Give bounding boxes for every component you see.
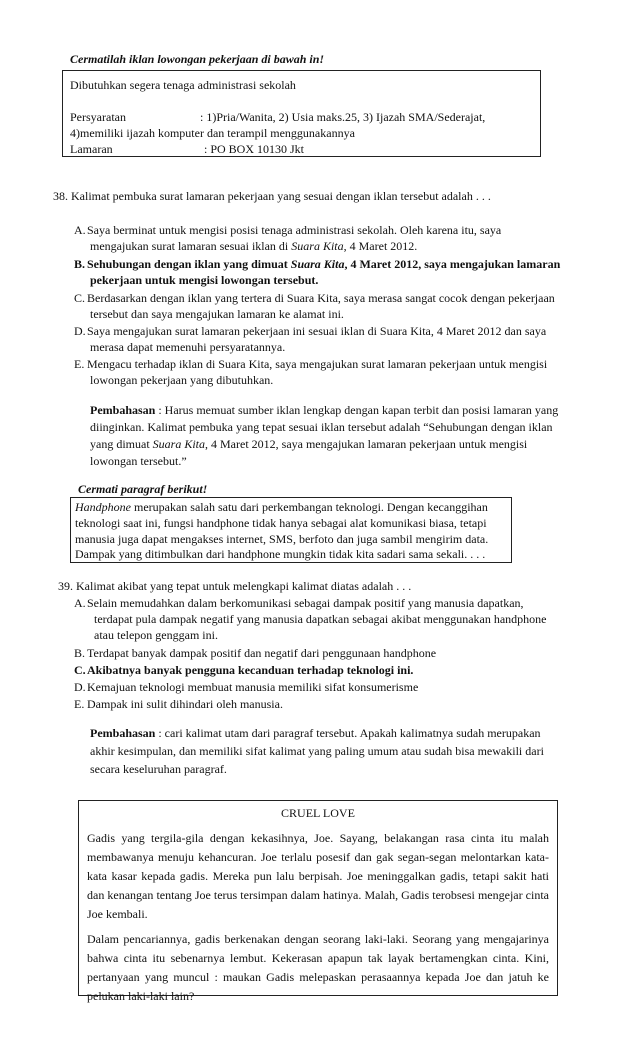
q39-option-c-answer[interactable]: C.Akibatnya banyak pengguna kecanduan terhadap teknologi ini. [74,663,414,677]
q39-option-a[interactable]: A.Selain memudahkan dalam berkomunikasi sebagai dampak positif yang manusia dapatkan, terdapat pula dampak negatif yang manusia dapatkan sebagai akibat menggunakan handphone atau telepon genggam ini. [74,596,547,642]
ad-title: Dibutuhkan segera tenaga administrasi sekolah [70,78,296,92]
q38-option-b-answer[interactable]: B. Sehubungan dengan iklan yang dimuat Suara Kita, 4 Maret 2012, saya mengajukan lamaran pekerjaan untuk mengisi lowongan tersebut. [74,257,561,287]
story-paragraph-1: Gadis yang tergila-gila dengan kekasihnya, Joe. Sayang, belakangan rasa cinta itu malah membawanya menuju kehancuran. Joe terlalu posesif dan gak segan-segan melontarkan kata-kata kasar kepada gadis. Mereka pun lalu berpisah. Joe meninggalkan gadis, tetapi sakit hati dan kenangan tentang Joe terus tersimpan dalam hatinya. Malah, Gadis terobsesi mengejar cinta Joe kembali. [87,831,549,921]
ad-apply-label: Lamaran [70,142,113,156]
paragraph-line-4: Dampak yang ditimbulkan dari handphone mungkin tidak kita sadari sama sekali. . . . [75,547,486,561]
q38-option-e[interactable]: E. Mengacu terhadap iklan di Suara Kita, saya mengajukan surat lamaran pekerjaan untuk mengisi lowongan pekerjaan yang dibutuhkan. [74,357,548,387]
paragraph-line-1: Handphone merupakan salah satu dari perkembangan teknologi. Dengan kecanggihan [75,500,488,514]
q38-discussion: Pembahasan : Harus memuat sumber iklan lengkap dengan kapan terbit dan posisi lamaran yang diinginkan. Kalimat pembuka yang tepat sesuai iklan tersebut adalah “Sehubungan dengan iklan yang dimuat Suara Kita, 4 Maret 2012, saya mengajukan lamaran pekerjaan untuk mengisi lowongan tersebut.” [90,403,559,468]
ad-req-label: Persyaratan [70,110,126,124]
paragraph-box [70,497,512,563]
story-title: CRUEL LOVE [281,806,355,820]
q38-option-c[interactable]: C. Berdasarkan dengan iklan yang tertera di Suara Kita, saya merasa sangat cocok dengan pekerjaan tersebut dan saya mengajukan lamaran ke alamat ini. [74,291,555,321]
q39-option-e[interactable]: E. Dampak ini sulit dihindari oleh manusia. [74,697,283,711]
q39-question: 39. Kalimat akibat yang tepat untuk melengkapi kalimat diatas adalah . . . [58,579,412,593]
q39-option-d[interactable]: D.Kemajuan teknologi membuat manusia memiliki sifat konsumerisme [74,680,419,694]
q39-discussion: Pembahasan : cari kalimat utam dari paragraf tersebut. Apakah kalimatnya sudah merupakan akhir kesimpulan, dan memiliki sifat kalimat yang paling umum atau sudah bisa mewakili dari secara keseluruhan paragraf. [90,726,544,776]
section2-instruction: Cermati paragraf berikut! [78,482,208,496]
q38-option-d[interactable]: D.Saya mengajukan surat lamaran pekerjaan ini sesuai iklan di Suara Kita, 4 Maret 2012 dan saya merasa dapat memenuhi persyaratannya. [74,324,547,354]
q39-option-b[interactable]: B. Terdapat banyak dampak positif dan negatif dari penggunaan handphone [74,646,437,660]
story-paragraph-2: Dalam pencariannya, gadis berkenakan dengan seorang laki-laki. Seorang yang mengajarinya bahwa cinta itu sebenarnya lembut. Kekerasan apapun tak layak bertamengkan cinta. Kini, pertanyaan yang muncul : maukan Gadis melepaskan perasaannya kepada Joe dan jatuh ke pelukan laki-laki lain? [87,932,549,1003]
job-ad-box [62,70,541,157]
q38-question: 38. Kalimat pembuka surat lamaran pekerjaan yang sesuai dengan iklan tersebut adalah . . . [53,189,491,203]
paragraph-line-3: manusia juga dapat mengakses internet, SMS, berfoto dan juga sambil mengirim data. [75,532,489,546]
ad-req-value: : 1)Pria/Wanita, 2) Usia maks.25, 3) Ijazah SMA/Sederajat, [200,110,486,124]
story-box [78,800,558,1003]
q38-option-a[interactable]: A.Saya berminat untuk mengisi posisi tenaga administrasi sekolah. Oleh karena itu, saya mengajukan surat lamaran sesuai iklan di Suara Kita, 4 Maret 2012. [74,223,502,253]
section1-instruction: Cermatilah iklan lowongan pekerjaan di bawah in! [70,52,325,66]
paragraph-line-2: teknologi saat ini, fungsi handphone tidak hanya sebagai alat komunikasi biasa, tetapi [75,516,487,530]
ad-req-cont: 4)memiliki ijazah komputer dan terampil menggunakannya [70,126,355,140]
ad-apply-value: : PO BOX 10130 Jkt [204,142,305,156]
